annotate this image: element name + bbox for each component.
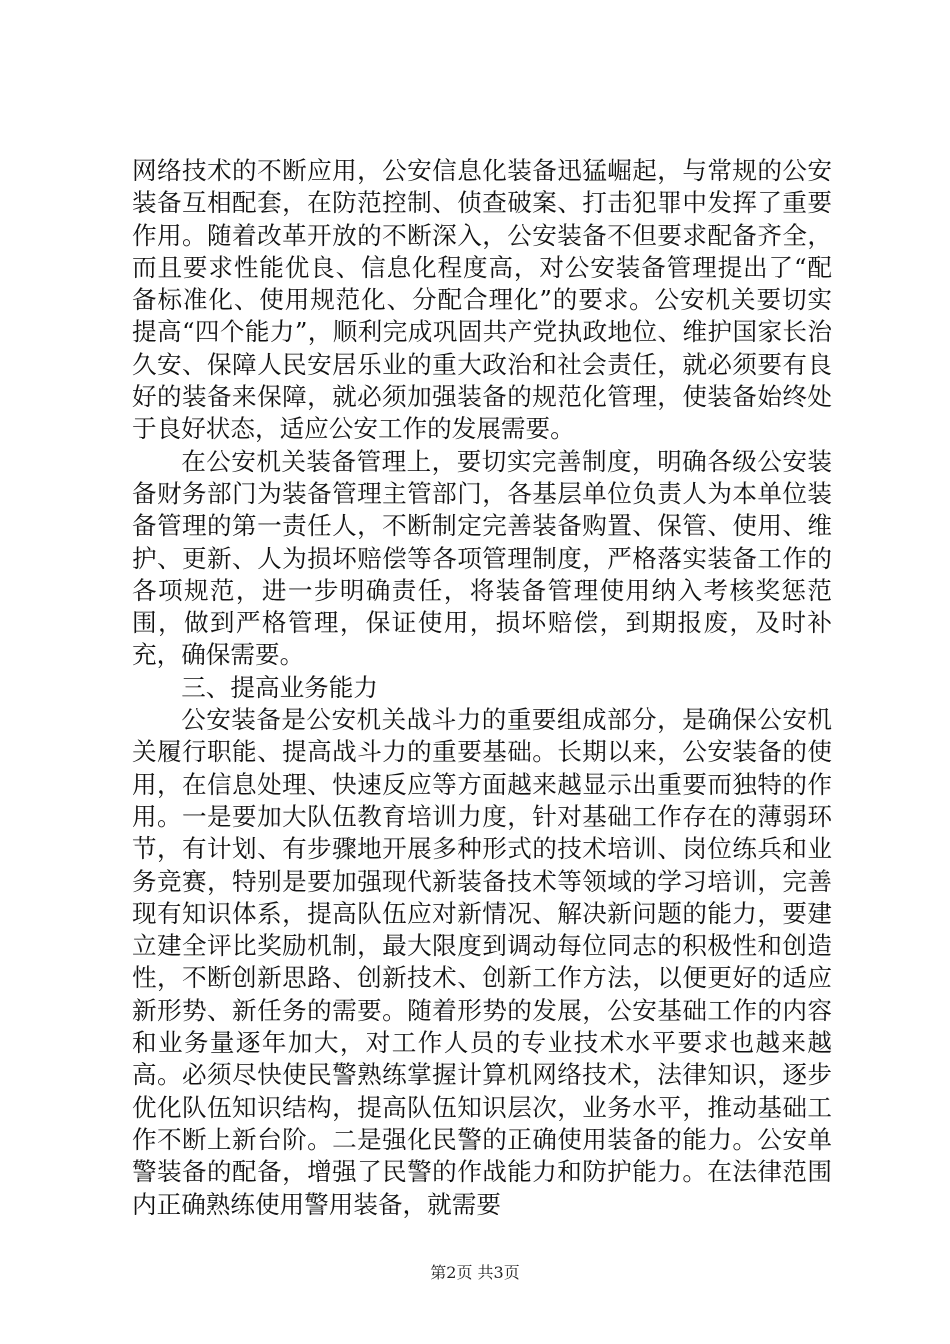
paragraph-equipment-management: 在公安机关装备管理上，要切实完善制度，明确各级公安装备财务部门为装备管理主管部门，各基层单位负责人为本单位装备管理的第一责任人，不断制定完善装备购置、保管、使用、维护、更新、人为损坏赔偿等各项管理制度，严格落实装备工作的各项规范，进一步明确责任，将装备管理使用纳入考核奖惩范围，做到严格管理，保证使用，损坏赔偿，到期报废，及时补充，确保需要。 <box>132 446 832 670</box>
paragraph-continued: 网络技术的不断应用，公安信息化装备迅猛崛起，与常规的公安装备互相配套，在防范控制、侦查破案、打击犯罪中发挥了重要作用。随着改革开放的不断深入，公安装备不但要求配备齐全，而且要求性能优良、信息化程度高，对公安装备管理提出了“配备标准化、使用规范化、分配合理化”的要求。公安机关要切实提高“四个能力”，顺利完成巩固共产党执政地位、维护国家长治久安、保障人民安居乐业的重大政治和社会责任，就必须要有良好的装备来保障，就必须加强装备的规范化管理，使装备始终处于良好状态，适应公安工作的发展需要。 <box>132 156 832 444</box>
document-body <box>132 155 832 1221</box>
page-footer: 第2页 共3页 <box>430 1263 520 1282</box>
section-heading: 三、提高业务能力 <box>181 672 378 702</box>
paragraph-business-capability: 公安装备是公安机关战斗力的重要组成部分，是确保公安机关履行职能、提高战斗力的重要基础。长期以来，公安装备的使用，在信息处理、快速反应等方面越来越显示出重要而独特的作用。一是要加大队伍教育培训力度，针对基础工作存在的薄弱环节，有计划、有步骤地开展多种形式的技术培训、岗位练兵和业务竞赛，特别是要加强现代新装备技术等领域的学习培训，完善现有知识体系，提高队伍应对新情况、解决新问题的能力，要建立建全评比奖励机制，最大限度到调动每位同志的积极性和创造性，不断创新思路、创新技术、创新工作方法，以便更好的适应新形势、新任务的需要。随着形势的发展，公安基础工作的内容和业务量逐年加大，对工作人员的专业技术水平要求也越来越高。必须尽快使民警熟练掌握计算机网络技术，法律知识，逐步优化队伍知识结构，提高队伍知识层次，业务水平，推动基础工作不断上新台阶。二是强化民警的正确使用装备的能力。公安单警装备的配备，增强了民警的作战能力和防护能力。在法律范围内正确熟练使用警用装备，就需要 <box>132 705 832 1219</box>
